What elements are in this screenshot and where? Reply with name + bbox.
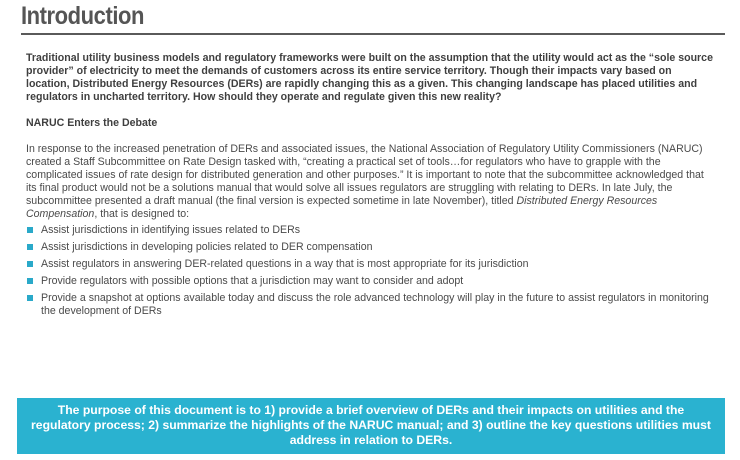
title-divider — [21, 33, 725, 35]
list-item-text: Provide a snapshot at options available today and discuss the role advanced technology will play in the future to assist regulators in monitoring the development of DERs — [41, 292, 709, 317]
square-bullet-icon — [27, 244, 33, 250]
list-item-text: Assist jurisdictions in developing policies related to DER compensation — [41, 241, 373, 253]
manual-title: Distributed Energy Resources Compensation — [26, 195, 658, 220]
body-paragraph — [26, 143, 716, 221]
slide-title: Introduction — [21, 2, 145, 30]
list-item-text: Assist jurisdictions in identifying issues related to DERs — [41, 224, 301, 236]
list-item — [26, 275, 716, 288]
goals-list — [26, 224, 716, 318]
purpose-callout: The purpose of this document is to 1) provide a brief overview of DERs and their impacts on utilities and the regulatory process; 2) summarize the highlights of the NARUC manual; and 3) outline the key questions utilities must address in relation to DERs. — [17, 398, 725, 454]
list-item — [26, 292, 716, 318]
square-bullet-icon — [27, 227, 33, 233]
body-main-text: In response to the increased penetration of DERs and associated issues, the National Association of Regulatory Utility Commissioners (NARUC) created a Staff Subcommittee on Rate Design tasked with, “creating a practical set of tools…for regulators who have to grapple with the complicated issues of rate design for distributed generation and other purposes.” It is important to note that the subcommittee acknowledged that its final product would not be a solutions manual that would solve all issues regulators are struggling with relating to DERs. In late July, the subcommittee presented a draft manual (the final version is expected sometime in late November), titled — [26, 143, 704, 207]
square-bullet-icon — [27, 278, 33, 284]
square-bullet-icon — [27, 295, 33, 301]
intro-paragraph: Traditional utility business models and regulatory frameworks were built on the assumption that the utility would act as the “sole source provider” of electricity to meet the demands of customers across its entire service territory. Though their impacts vary based on location, Distributed Energy Resources (DERs) are rapidly changing this as a given. This changing landscape has placed utilities and regulators in uncharted territory. How should they operate and regulate given this new reality? — [26, 52, 713, 103]
list-item-text: Assist regulators in answering DER-related questions in a way that is most appropriate for its jurisdiction — [41, 258, 529, 270]
list-item — [26, 241, 716, 254]
list-item — [26, 258, 716, 271]
square-bullet-icon — [27, 261, 33, 267]
section-heading: NARUC Enters the Debate — [26, 117, 158, 129]
list-item-text: Provide regulators with possible options that a jurisdiction may want to consider and adopt — [41, 275, 464, 287]
slide-content — [26, 52, 716, 322]
body-tail-text: , that is designed to: — [94, 208, 190, 220]
list-item — [26, 224, 716, 237]
